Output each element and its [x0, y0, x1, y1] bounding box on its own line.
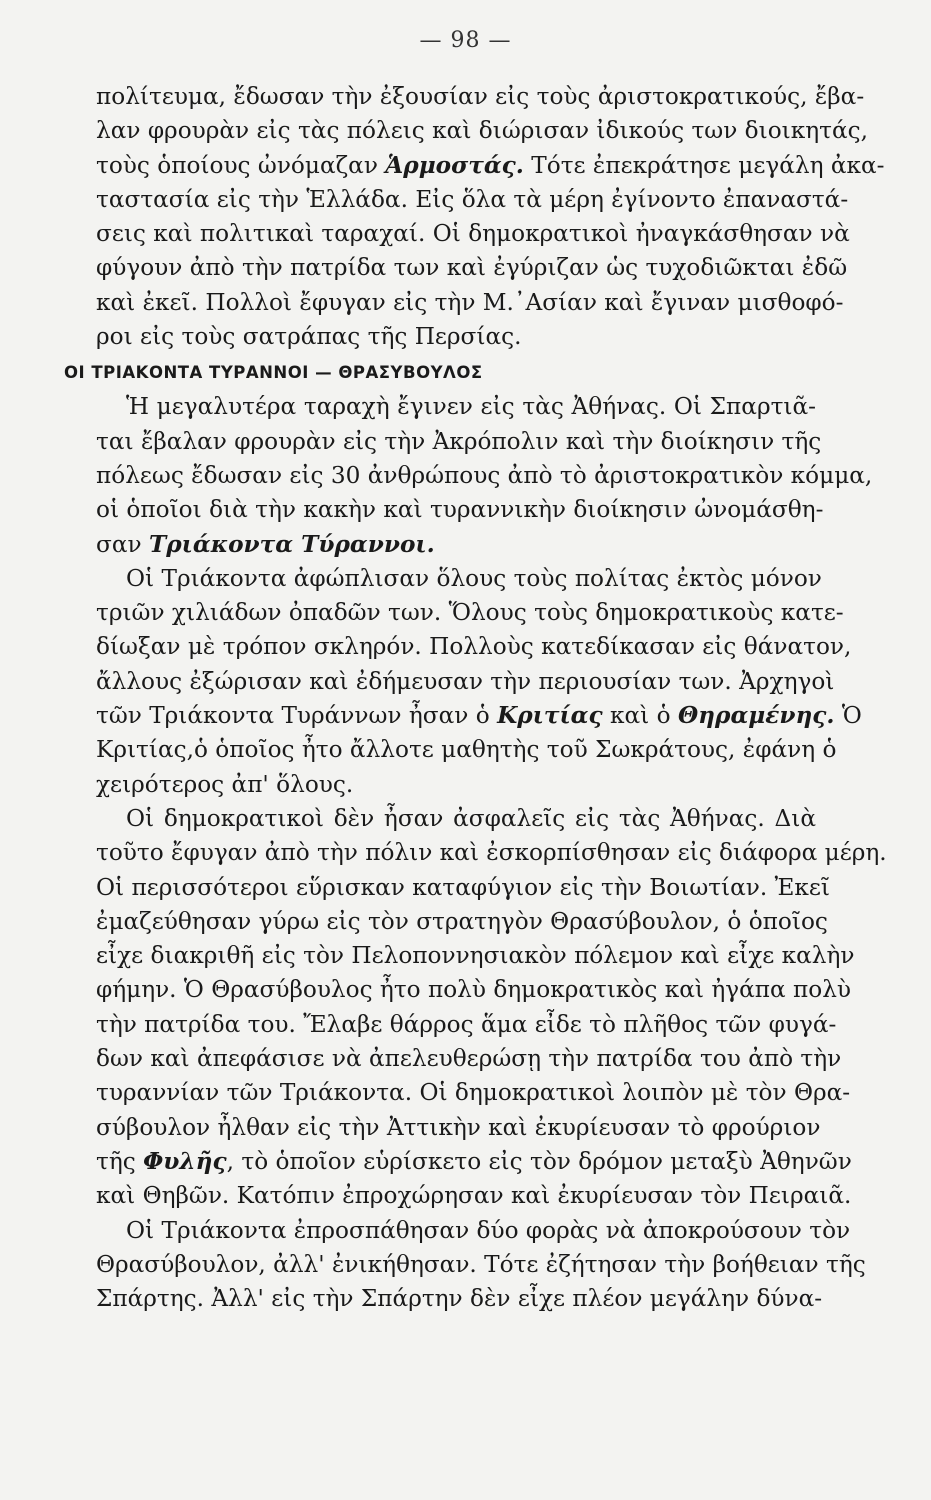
text-line: σεις καὶ πολιτικαὶ ταραχαί. Οἱ δημοκρατικοὶ ἠναγκάσθησαν νὰ: [96, 220, 850, 248]
text-fragment: τοὺς ὁποίους ὠνόμαζαν: [96, 151, 378, 179]
paragraph-5: [96, 1214, 866, 1317]
text-line: ταστασία εἰς τὴν Ἑλλάδα. Εἰς ὅλα τὰ μέρη ἐγίνοντο ἐπαναστά-: [96, 185, 849, 213]
text-line: Ἡ μεγαλυτέρα ταραχὴ ἔγινεν εἰς τὰς Ἀθήνας. Οἱ Σπαρτιᾶ-: [126, 393, 816, 421]
emphasis-harmostas: Ἁρμοστάς.: [385, 151, 524, 179]
emphasis-theramenes: Θηραμένης.: [677, 702, 835, 730]
text-line: φύγουν ἀπὸ τὴν πατρίδα των καὶ ἐγύριζαν ὡς τυχοδιῶκται ἐδῶ: [96, 254, 848, 282]
emphasis-triakonta-tyrannoi: Τριάκοντα Τύραννοι.: [148, 530, 435, 558]
text-line: [96, 149, 885, 183]
page-body: [64, 80, 887, 1316]
text-line: Κριτίας,ὁ ὁποῖος ἦτο ἄλλοτε μαθητὴς τοῦ Σωκράτους, ἐφάνη ὁ: [96, 736, 837, 764]
paragraph-3: [96, 562, 862, 802]
text-line: τριῶν χιλιάδων ὀπαδῶν των. Ὅλους τοὺς δημοκρατικοὺς κατε-: [96, 599, 844, 627]
text-line: Οἱ Τριάκοντα ἀφώπλισαν ὅλους τοὺς πολίτας ἐκτὸς μόνον: [126, 564, 822, 592]
text-line: καὶ ἐκεῖ. Πολλοὶ ἔφυγαν εἰς τὴν Μ.᾿Ασίαν καὶ ἔγιναν μισθοφό-: [96, 288, 844, 316]
text-line: τυραννίαν τῶν Τριάκοντα. Οἱ δημοκρατικοὶ λοιπὸν μὲ τὸν Θρα-: [96, 1079, 851, 1107]
text-line: [96, 1145, 852, 1179]
text-line: πολίτευμα, ἔδωσαν τὴν ἐξουσίαν εἰς τοὺς ἀριστοκρατικούς, ἔβα-: [96, 83, 865, 110]
text-line: εἶχε διακριθῆ εἰς τὸν Πελοποννησιακὸν πόλεμον καὶ εἶχε καλὴν: [96, 942, 855, 970]
paragraph-2: [96, 390, 873, 561]
text-line: χειρότερος ἀπ' ὅλους.: [96, 770, 354, 798]
section-heading: ΟΙ ΤΡΙΑΚΟΝΤΑ ΤΥΡΑΝΝΟΙ — ΘΡΑΣΥΒΟΥΛΟΣ: [64, 363, 483, 383]
emphasis-kritias: Κριτίας: [497, 702, 603, 730]
text-line: σύβουλον ἦλθαν εἰς τὴν Ἀττικὴν καὶ ἐκυρίευσαν τὸ φρούριον: [96, 1113, 821, 1141]
text-fragment: Ὁ: [841, 702, 862, 730]
text-line: [96, 699, 862, 733]
text-line: [96, 528, 816, 562]
text-line: Οἱ περισσότεροι εὕρισκαν καταφύγιον εἰς τὴν Βοιωτίαν. Ἐκεῖ: [96, 873, 831, 901]
text-fragment: , τὸ ὁποῖον εὑρίσκετο εἰς τὸν δρόμον μεταξὺ Ἀθηνῶν: [226, 1147, 852, 1175]
text-fragment: Τότε ἐπεκράτησε μεγάλη ἀκα-: [531, 151, 885, 179]
text-fragment: σαν: [96, 530, 142, 558]
text-line: ἄλλους ἐξώρισαν καὶ ἐδήμευσαν τὴν περιουσίαν των. Ἀρχηγοὶ: [96, 667, 835, 695]
text-line: τὴν πατρίδα του. Ἔλαβε θάρρος ἅμα εἶδε τὸ πλῆθος τῶν φυγά-: [96, 1010, 837, 1038]
text-line: δίωξαν μὲ τρόπον σκληρόν. Πολλοὺς κατεδίκασαν εἰς θάνατον,: [96, 633, 852, 661]
text-line: οἱ ὁποῖοι διὰ τὴν κακὴν καὶ τυραννικὴν διοίκησιν ὠνομάσθη-: [96, 496, 824, 524]
text-line: ἐμαζεύθησαν γύρω εἰς τὸν στρατηγὸν Θρασύβουλον, ὁ ὁποῖος: [96, 907, 828, 935]
paragraph-1: [96, 80, 885, 354]
text-line: Σπάρτης. Ἀλλ' εἰς τὴν Σπάρτην δὲν εἶχε πλέον μεγάλην δύνα-: [96, 1285, 823, 1313]
text-fragment: τῶν Τριάκοντα Τυράννων ἦσαν ὁ: [96, 702, 490, 730]
text-line: δων καὶ ἀπεφάσισε νὰ ἀπελευθερώσῃ τὴν πατρίδα του ἀπὸ τὴν: [96, 1045, 842, 1073]
text-line: Οἱ δημοκρατικοὶ δὲν ἦσαν ἀσφαλεῖς εἰς τὰς Ἀθήνας. Διὰ: [126, 804, 816, 832]
text-fragment: καὶ ὁ: [610, 702, 671, 730]
text-line: τοῦτο ἔφυγαν ἀπὸ τὴν πόλιν καὶ ἐσκορπίσθησαν εἰς διάφορα μέρη.: [96, 839, 887, 867]
text-line: ται ἔβαλαν φρουρὰν εἰς τὴν Ἀκρόπολιν καὶ τὴν διοίκησιν τῆς: [96, 427, 822, 455]
text-line: λαν φρουρὰν εἰς τὰς πόλεις καὶ διώρισαν ἰδικούς των διοικητάς,: [96, 117, 868, 145]
text-line: καὶ Θηβῶν. Κατόπιν ἐπροχώρησαν καὶ ἐκυρίευσαν τὸν Πειραιᾶ.: [96, 1182, 852, 1210]
page-number: — 98 —: [419, 28, 512, 53]
paragraph-4: [96, 802, 887, 1214]
emphasis-fyles: Φυλῆς: [143, 1147, 227, 1175]
text-line: Θρασύβουλον, ἀλλ' ἐνικήθησαν. Τότε ἐζήτησαν τὴν βοήθειαν τῆς: [96, 1250, 866, 1278]
text-line: φήμην. Ὁ Θρασύβουλος ἦτο πολὺ δημοκρατικὸς καὶ ἠγάπα πολὺ: [96, 976, 852, 1004]
text-line: πόλεως ἔδωσαν εἰς 30 ἀνθρώπους ἀπὸ τὸ ἀριστοκρατικὸν κόμμα,: [96, 461, 873, 489]
text-fragment: τῆς: [96, 1147, 136, 1175]
text-line: ροι εἰς τοὺς σατράπας τῆς Περσίας.: [96, 323, 522, 351]
text-line: Οἱ Τριάκοντα ἐπροσπάθησαν δύο φορὰς νὰ ἀποκρούσουν τὸν: [126, 1216, 851, 1244]
